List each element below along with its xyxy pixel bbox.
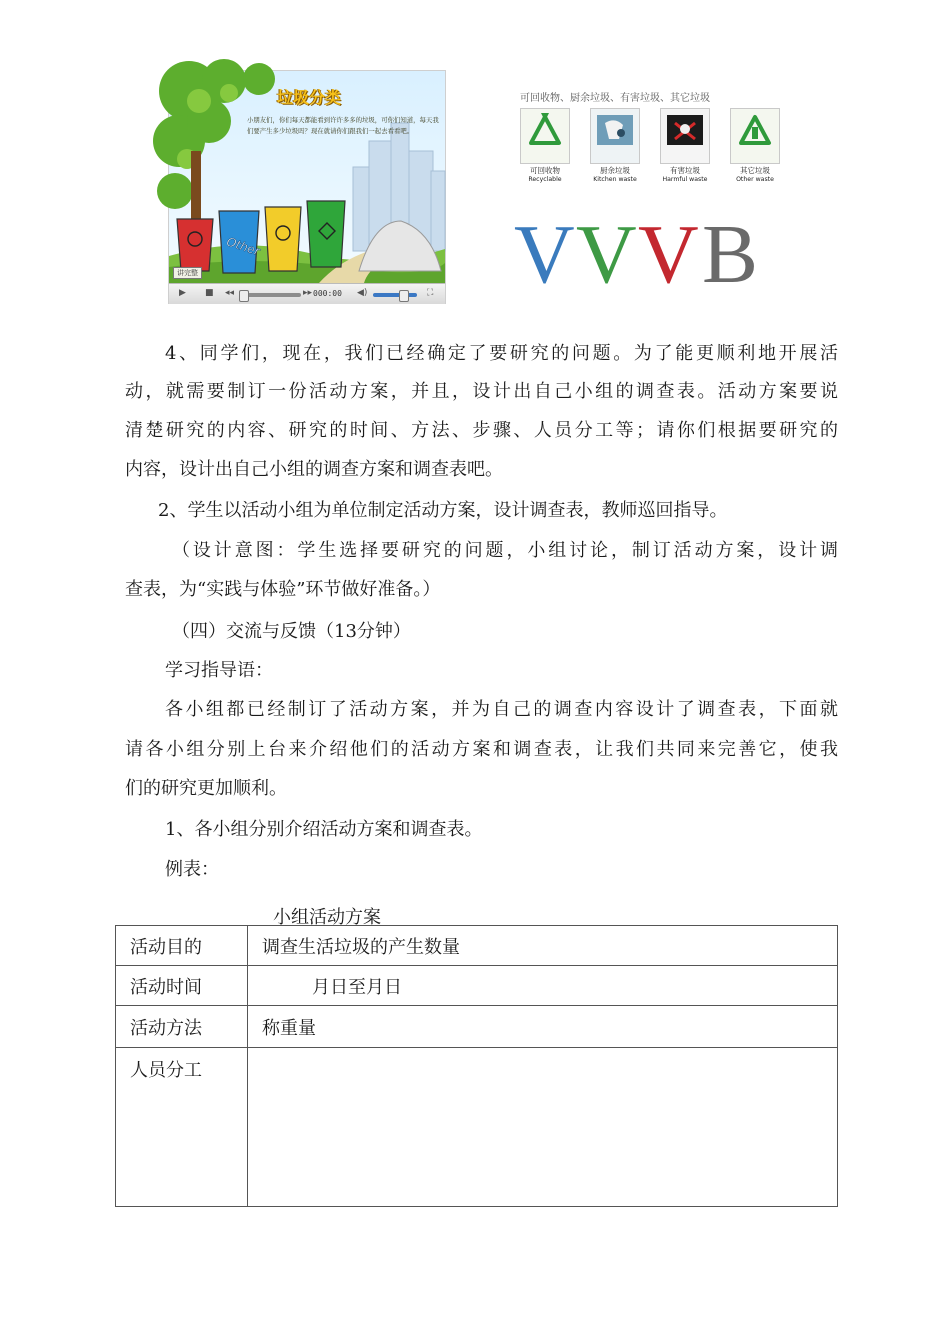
- bin-label: Other: [224, 234, 262, 259]
- vvvb-logo: [514, 200, 774, 301]
- sign-recyclable: [520, 108, 570, 190]
- guide-line: 们的研究更加顺利。: [125, 778, 287, 799]
- guide-line: 请各小组分别上台来介绍他们的活动方案和调查表，让我们共同来完善它，使我: [125, 739, 838, 760]
- row-value: 月日至月日: [248, 966, 838, 1006]
- example-label: 例表：: [165, 859, 219, 880]
- logo-letter: V: [638, 208, 699, 301]
- item-1: 1、各小组分别介绍活动方案和调查表。: [165, 819, 483, 840]
- table-row: [116, 1006, 838, 1048]
- sign-label-zh: 有害垃圾: [670, 166, 700, 175]
- logo-letter: V: [576, 208, 637, 301]
- time-display: 000:00: [313, 289, 342, 298]
- para4-line: 4、同学们，现在，我们已经确定了要研究的问题。为了能更顺利地开展活: [165, 343, 838, 364]
- sign-label-en: Harmful waste: [662, 176, 708, 183]
- sign-harmful-waste: [660, 108, 710, 190]
- sign-label-en: Other waste: [736, 176, 774, 183]
- guide-label: 学习指导语：: [165, 660, 273, 681]
- harmful-waste-icon: [660, 108, 710, 164]
- design-intent-line: （设计意图：学生选择要研究的问题，小组讨论，制订活动方案，设计调: [172, 540, 838, 561]
- para4-line: 清楚研究的内容、研究的时间、方法、步骤、人员分工等；请你们根据要研究的: [125, 420, 838, 441]
- illustration-scene: [169, 71, 445, 283]
- sign-label-zh: 可回收物: [530, 166, 560, 175]
- logo-letter: V: [514, 208, 575, 301]
- guide-line: 各小组都已经制订了活动方案，并为自己的调查内容设计了调查表，下面就: [165, 699, 838, 720]
- table-title: 小组活动方案: [273, 907, 381, 928]
- fullscreen-icon[interactable]: ⛶: [427, 288, 434, 298]
- row-label: 活动方法: [116, 1006, 248, 1048]
- recycle-icon: [520, 108, 570, 164]
- sign-kitchen-waste: [590, 108, 640, 190]
- stop-icon[interactable]: ■: [205, 288, 214, 298]
- row-label: 活动目的: [116, 926, 248, 966]
- design-intent-line: 查表，为“实践与体验”环节做好准备。）: [125, 579, 441, 600]
- row-label: 人员分工: [116, 1048, 248, 1207]
- para4-line: 内容，设计出自己小组的调查方案和调查表吧。: [125, 459, 503, 480]
- section-heading: （四）交流与反馈（13分钟）: [172, 621, 411, 642]
- illustration-title: 垃圾分类: [277, 88, 342, 107]
- activity-plan-table: [115, 925, 838, 1207]
- volume-icon[interactable]: ◀): [357, 288, 368, 298]
- seek-handle[interactable]: [239, 290, 249, 302]
- row-label: 活动时间: [116, 966, 248, 1006]
- rewind-icon[interactable]: ◂◂: [225, 288, 235, 298]
- logo-letter: B: [702, 208, 759, 301]
- para4-line: 动，就需要制订一份活动方案，并且，设计出自己小组的调查表。活动方案要说: [125, 381, 838, 402]
- table-row: [116, 1048, 838, 1207]
- table-row: [116, 966, 838, 1006]
- kitchen-waste-icon: [590, 108, 640, 164]
- table-row: [116, 926, 838, 966]
- item-2: 2、学生以活动小组为单位制定活动方案，设计调查表，教师巡回指导。: [158, 500, 728, 521]
- row-value: 称重量: [248, 1006, 838, 1048]
- volume-handle[interactable]: [399, 290, 409, 302]
- volume-bar[interactable]: [373, 293, 417, 297]
- video-player: [168, 70, 446, 304]
- illustration-tag: 讲完整: [173, 267, 202, 279]
- sign-label-zh: 厨余垃圾: [600, 166, 630, 175]
- row-value: [248, 1048, 838, 1207]
- sign-label-en: Kitchen waste: [593, 176, 637, 183]
- sign-label-en: Recyclable: [528, 176, 562, 183]
- other-waste-icon: [730, 108, 780, 164]
- player-controls: [169, 283, 445, 304]
- signs-caption: 可回收物、厨余垃圾、有害垃圾、其它垃圾: [520, 93, 710, 104]
- illustration-text: 小朋友们，你们每天都能看到许许多多的垃圾，可你们知道，每天我们要产生多少垃圾吗？现在就请你们跟我们一起去看看吧。: [247, 116, 439, 135]
- sign-other-waste: [730, 108, 780, 190]
- sign-label-zh: 其它垃圾: [740, 166, 770, 175]
- row-value: 调查生活垃圾的产生数量: [248, 926, 838, 966]
- play-icon[interactable]: ▶: [179, 288, 186, 298]
- forward-icon[interactable]: ▸▸: [303, 288, 313, 298]
